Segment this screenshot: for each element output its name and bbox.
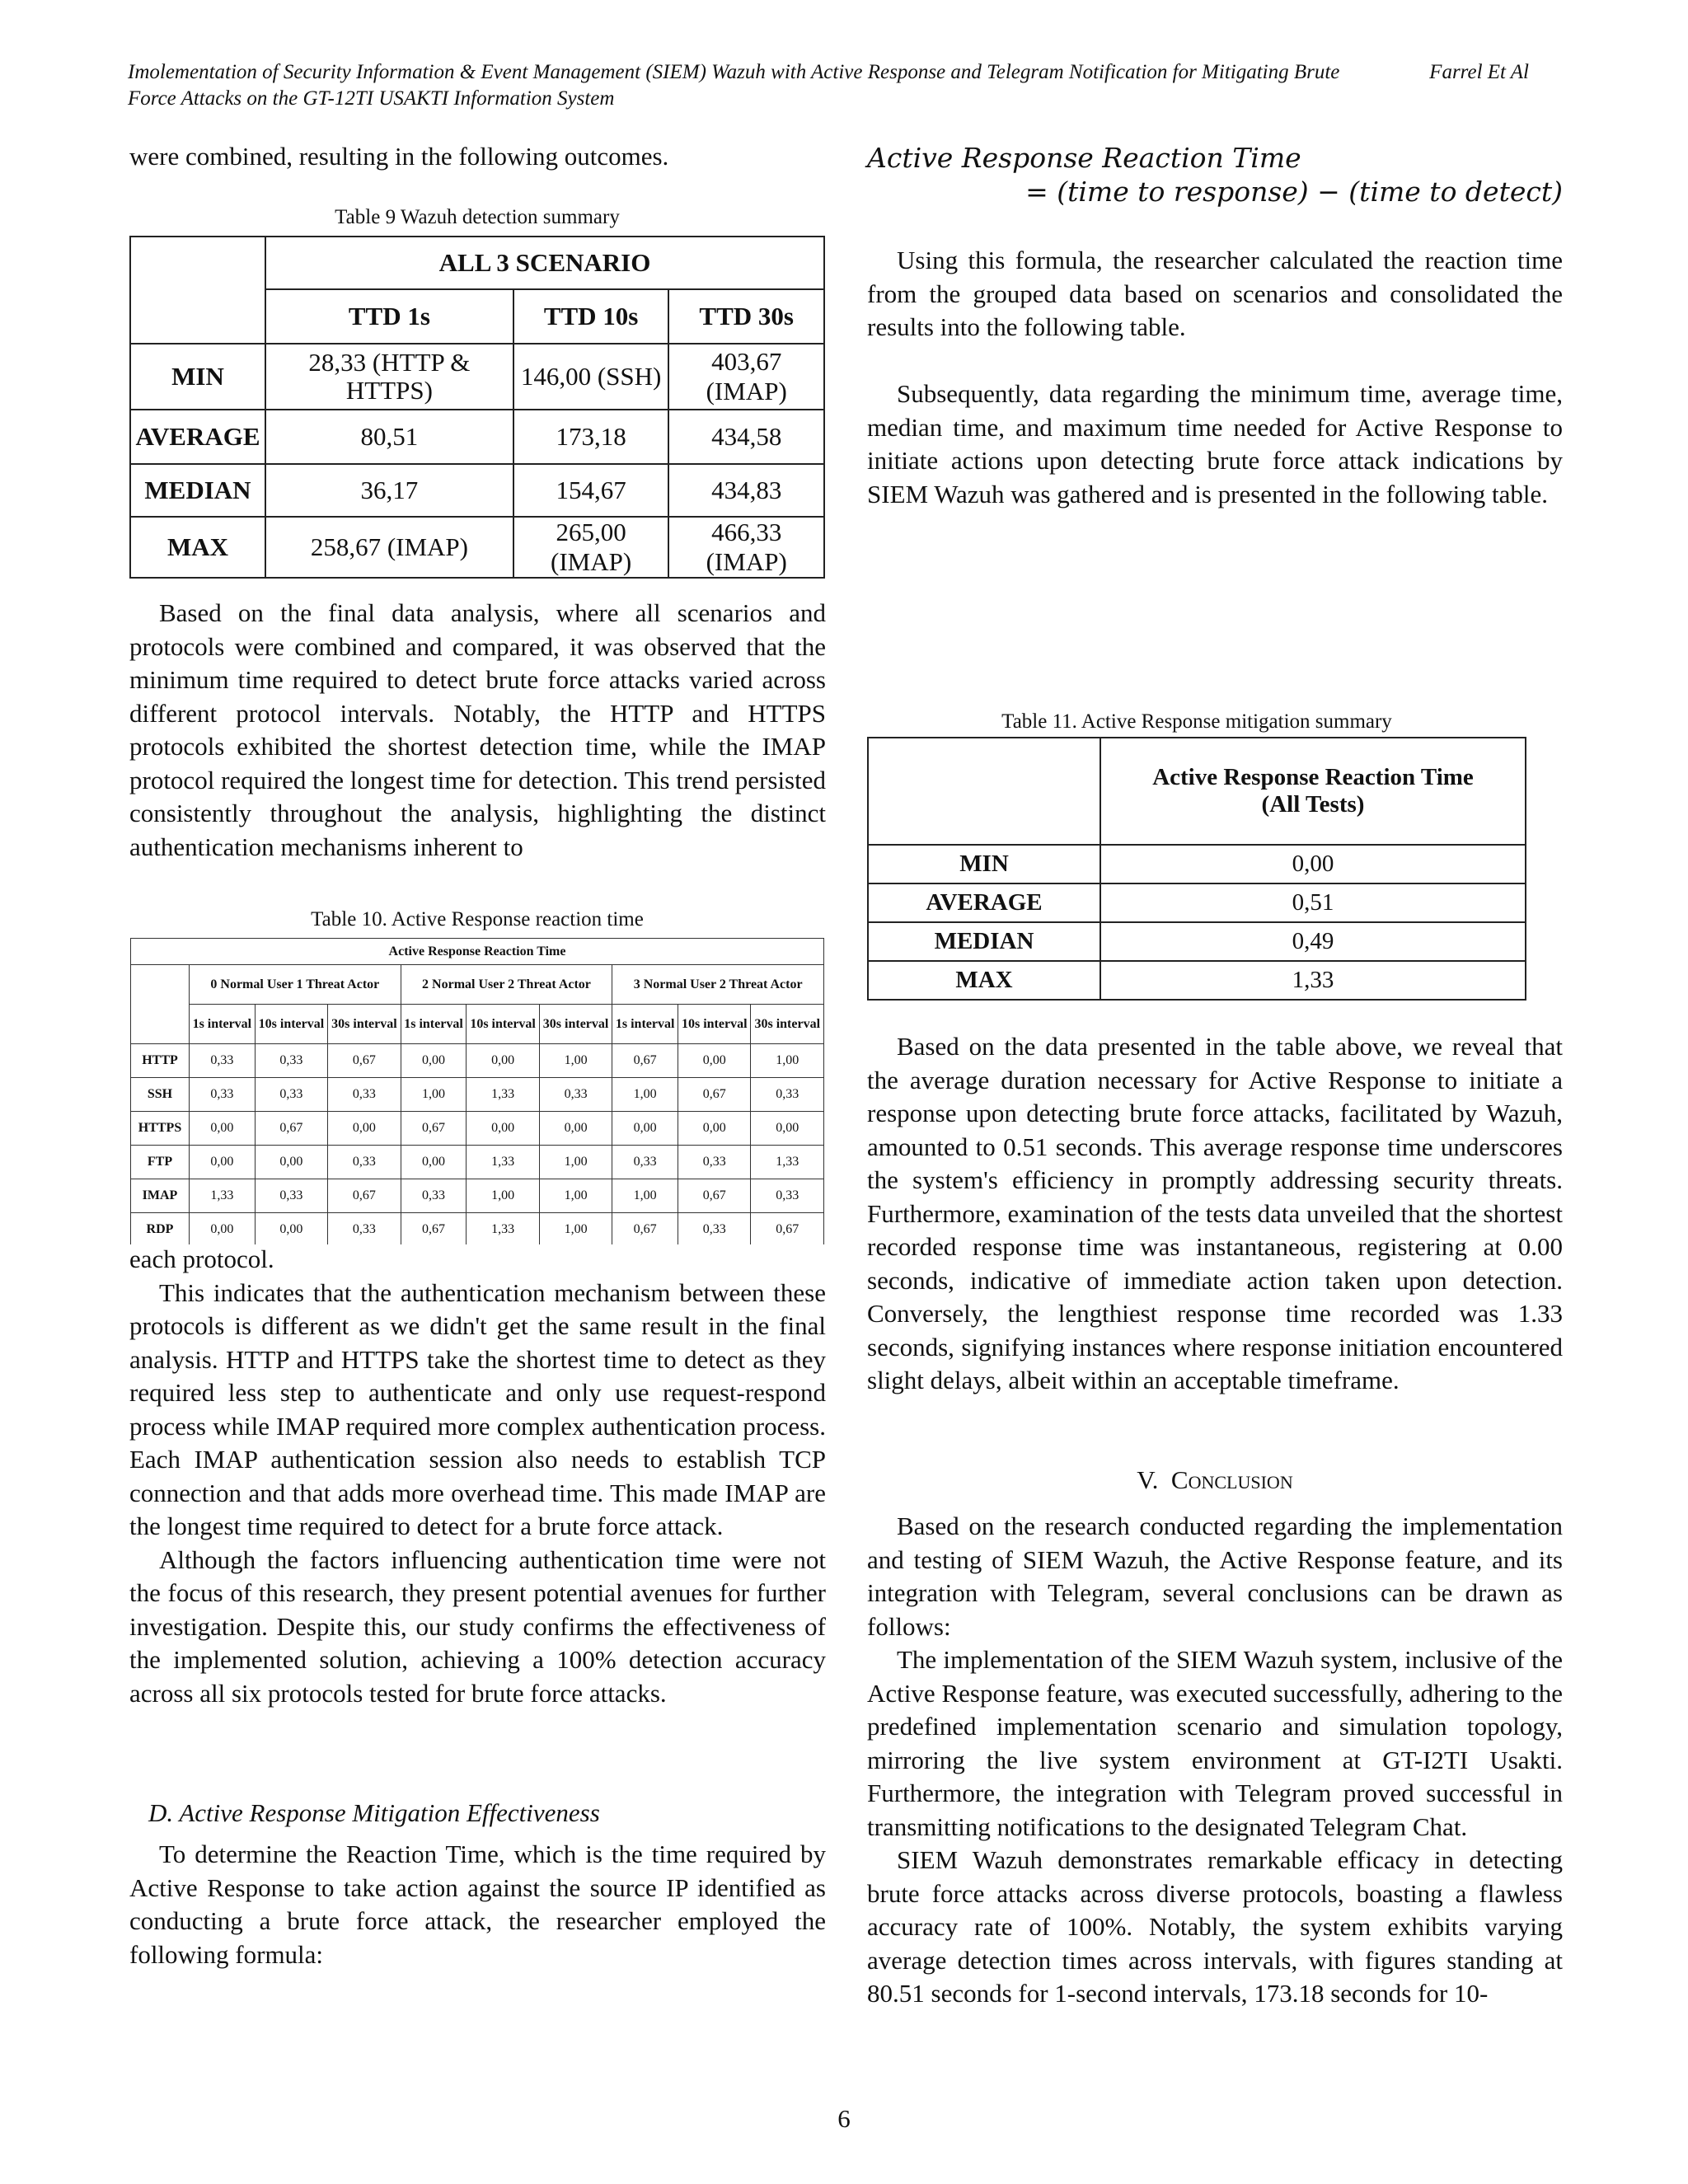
interval-header: 10s interval xyxy=(678,1005,751,1044)
table10-clip xyxy=(130,938,824,1244)
left-para-4: To determine the Reaction Time, which is the time required by Active Response to take action against the source IP identified as conducting a brute force attack, the researcher employed the following formula: xyxy=(129,1840,826,1969)
table-cell: 0,33 xyxy=(190,1078,256,1112)
interval-header: 10s interval xyxy=(467,1005,539,1044)
table9-group-header: ALL 3 SCENARIO xyxy=(265,237,824,289)
table-cell: 1,33 xyxy=(467,1078,539,1112)
left-body-2: each protocol. This indicates that the authentication mechanism between these protocols is different as we didn't get the same result in the final analysis. HTTP and HTTPS take the shortest time to detect as they required less step to authenticate and only use request-respond process while IMAP required more complex authentication process. Each IMAP authentication session also needs to establish TCP connection and that adds more overhead time. This made IMAP are the longest time required to detect for a brute force attack. Although the factors influencing authentication time were not the focus of this research, they present potential avenues for further investigation. Despite this, our study confirms the effectiveness of the implemented solution, achieving a 100% detection accuracy across all six protocols tested for brute force attacks. xyxy=(129,1244,826,1708)
table-cell: 36,17 xyxy=(265,464,513,517)
table-cell: 0,33 xyxy=(612,1146,678,1179)
table-row xyxy=(131,1179,824,1213)
table11-corner xyxy=(868,738,1100,845)
table-cell: 0,33 xyxy=(255,1044,327,1078)
table-cell: 1,00 xyxy=(539,1213,612,1245)
table11-header xyxy=(1100,738,1526,845)
table-cell: 0,67 xyxy=(401,1112,467,1146)
table-row xyxy=(868,922,1526,961)
row-label: MAX xyxy=(868,961,1100,1000)
formula-lhs: Active Response Reaction Time xyxy=(867,142,1301,174)
table-cell: 0,00 xyxy=(612,1112,678,1146)
table-cell: 28,33 (HTTP & HTTPS) xyxy=(265,344,513,410)
row-label: MIN xyxy=(868,845,1100,883)
table-cell: 0,33 xyxy=(328,1146,401,1179)
table-cell: 0,67 xyxy=(678,1078,751,1112)
table-cell: 0,67 xyxy=(255,1112,327,1146)
table-cell: 0,67 xyxy=(612,1044,678,1078)
table-row xyxy=(130,464,824,517)
table-cell: 0,33 xyxy=(401,1179,467,1213)
left-para-1: Based on the final data analysis, where all scenarios and protocols were combined and compared, it was observed that the minimum time required to detect brute force attacks varied across different protocol intervals. Notably, the HTTP and HTTPS protocols exhibited the shortest detection time, while the IMAP protocol required the longest time for detection. This trend persisted consistently throughout the analysis, highlighting the distinct authentication mechanisms inherent to xyxy=(129,598,826,861)
table-cell: 0,33 xyxy=(328,1213,401,1245)
interval-header: 1s interval xyxy=(612,1005,678,1044)
table-cell: 0,33 xyxy=(539,1078,612,1112)
table-row xyxy=(130,344,824,410)
table-cell: 466,33 (IMAP) xyxy=(668,517,824,578)
table9-col-header: TTD 10s xyxy=(513,289,669,344)
table-cell: 0,00 xyxy=(255,1213,327,1245)
table-cell: 0,00 xyxy=(467,1112,539,1146)
table-cell: 1,00 xyxy=(612,1179,678,1213)
row-label: AVERAGE xyxy=(868,883,1100,922)
table-cell: 265,00 (IMAP) xyxy=(513,517,669,578)
header-author: Farrel Et Al xyxy=(1429,61,1529,83)
table-cell: 1,33 xyxy=(467,1146,539,1179)
interval-header: 30s interval xyxy=(539,1005,612,1044)
row-label: RDP xyxy=(131,1213,190,1245)
header-title: Imolementation of Security Information & Event Management (SIEM) Wazuh with Active Response and Telegram Notification for Mitigating Brute Force Attacks on the GT-12TI USAKTI Information System xyxy=(128,61,1340,110)
table-row xyxy=(130,517,824,578)
table-cell: 0,49 xyxy=(1100,922,1526,961)
table-row xyxy=(131,1044,824,1078)
row-label: MIN xyxy=(130,344,265,410)
left-para-0: were combined, resulting in the following outcomes. xyxy=(129,142,669,171)
table-cell: 0,00 xyxy=(401,1044,467,1078)
table10-group-header: 0 Normal User 1 Threat Actor xyxy=(190,965,401,1005)
table-cell: 0,67 xyxy=(401,1213,467,1245)
table-cell: 0,33 xyxy=(751,1078,824,1112)
table-row xyxy=(131,1146,824,1179)
table-cell: 1,00 xyxy=(539,1179,612,1213)
table-row xyxy=(131,1213,824,1245)
table-cell: 0,33 xyxy=(255,1078,327,1112)
table-cell: 0,00 xyxy=(751,1112,824,1146)
table-cell: 1,00 xyxy=(539,1146,612,1179)
table9-corner xyxy=(130,237,265,344)
table-cell: 0,67 xyxy=(751,1213,824,1245)
table-cell: 0,33 xyxy=(678,1146,751,1179)
row-label: MEDIAN xyxy=(130,464,265,517)
row-label: MAX xyxy=(130,517,265,578)
table-cell: 258,67 (IMAP) xyxy=(265,517,513,578)
table10-caption: Table 10. Active Response reaction time xyxy=(311,908,644,930)
table-cell: 0,51 xyxy=(1100,883,1526,922)
table10-title: Active Response Reaction Time xyxy=(131,939,824,965)
table-cell: 0,33 xyxy=(328,1078,401,1112)
table-row xyxy=(131,1078,824,1112)
table-cell: 1,00 xyxy=(467,1179,539,1213)
table9-col-header: TTD 30s xyxy=(668,289,824,344)
table10-group-header: 2 Normal User 2 Threat Actor xyxy=(401,965,612,1005)
table10 xyxy=(130,938,824,1244)
table-row xyxy=(130,410,824,464)
table-cell: 0,00 xyxy=(190,1146,256,1179)
table-cell: 0,00 xyxy=(401,1146,467,1179)
table-cell: 146,00 (SSH) xyxy=(513,344,669,410)
table-cell: 0,67 xyxy=(328,1179,401,1213)
table-cell: 1,33 xyxy=(190,1179,256,1213)
table-cell: 0,00 xyxy=(328,1112,401,1146)
table11 xyxy=(867,737,1526,1001)
table-cell: 0,00 xyxy=(678,1112,751,1146)
table-cell: 1,33 xyxy=(467,1213,539,1245)
table10-group-header: 3 Normal User 2 Threat Actor xyxy=(612,965,824,1005)
right-para-1: Using this formula, the researcher calculated the reaction time from the grouped data based on scenarios and consolidated the results into the following table. xyxy=(867,246,1563,341)
table11-header-line1: Active Response Reaction Time xyxy=(1152,764,1474,790)
table-cell: 434,83 xyxy=(668,464,824,517)
section-number: V. xyxy=(1137,1465,1159,1494)
table-cell: 154,67 xyxy=(513,464,669,517)
interval-header: 1s interval xyxy=(190,1005,256,1044)
row-label: MEDIAN xyxy=(868,922,1100,961)
table-cell: 0,33 xyxy=(190,1044,256,1078)
row-label: SSH xyxy=(131,1078,190,1112)
table-row xyxy=(868,845,1526,883)
section-title: Conclusion xyxy=(1170,1465,1293,1494)
interval-header: 30s interval xyxy=(328,1005,401,1044)
table-cell: 0,67 xyxy=(612,1213,678,1245)
table-cell: 0,00 xyxy=(678,1044,751,1078)
table-cell: 0,00 xyxy=(1100,845,1526,883)
table9-col-header: TTD 1s xyxy=(265,289,513,344)
right-para-2: Subsequently, data regarding the minimum time, average time, median time, and maximum time needed for Active Response to initiate actions upon detecting brute force attack indications by SIEM Wazuh was gathered and is presented in the following table. xyxy=(867,379,1563,509)
interval-header: 30s interval xyxy=(751,1005,824,1044)
interval-header: 1s interval xyxy=(401,1005,467,1044)
section-v-heading xyxy=(867,1465,1563,1495)
table11-caption: Table 11. Active Response mitigation summary xyxy=(1001,710,1392,733)
page-number: 6 xyxy=(837,2104,851,2133)
table10-corner xyxy=(131,965,190,1044)
table-cell: 1,00 xyxy=(401,1078,467,1112)
table-cell: 403,67 (IMAP) xyxy=(668,344,824,410)
table-cell: 0,33 xyxy=(751,1179,824,1213)
table-row xyxy=(868,883,1526,922)
section-d-heading: D. Active Response Mitigation Effectiveness xyxy=(148,1798,600,1827)
row-label: IMAP xyxy=(131,1179,190,1213)
table-row xyxy=(868,961,1526,1000)
table-cell: 0,33 xyxy=(255,1179,327,1213)
table-cell: 0,00 xyxy=(467,1044,539,1078)
table-cell: 1,00 xyxy=(751,1044,824,1078)
table-cell: 80,51 xyxy=(265,410,513,464)
right-body-conclusion: Based on the research conducted regarding the implementation and testing of SIEM Wazuh, the Active Response feature, and its integration with Telegram, several conclusions can be drawn as follows: The implementation of the SIEM Wazuh system, inclusive of the Active Response feature, was executed successfully, adhering to the predefined implementation scenario and simulation topology, mirroring the live system environment at GT-I2TI Usakti. Furthermore, the integration with Telegram proved successful in transmitting notifications to the designated Telegram Chat. SIEM Wazuh demonstrates remarkable efficacy in detecting brute force attacks across diverse protocols, boasting a flawless accuracy rate of 100%. Notably, the system exhibits varying average detection times across intervals, with figures standing at 80.51 seconds for 1-second intervals, 173.18 seconds for 10- xyxy=(867,1511,1563,2008)
table-cell: 0,67 xyxy=(328,1044,401,1078)
table11-header-line2: (All Tests) xyxy=(1261,791,1365,818)
table9 xyxy=(129,236,825,579)
table-cell: 1,33 xyxy=(751,1146,824,1179)
formula-rhs: = (time to response) − (time to detect) xyxy=(1025,176,1563,208)
row-label: AVERAGE xyxy=(130,410,265,464)
right-para-3: Based on the data presented in the table above, we reveal that the average duration necessary for Active Response to initiate a response upon detecting brute force attacks, facilitated by Wazuh, amounted to 0.51 seconds. This average response time underscores the system's efficiency in promptly addressing security threats. Furthermore, examination of the tests data unveiled that the shortest recorded response time was instantaneous, registering at 0.00 seconds, indicative of immediate action taken upon detection. Conversely, the lengthiest response time recorded was 1.33 seconds, signifying instances where response initiation encountered slight delays, albeit within an acceptable timeframe. xyxy=(867,1032,1563,1394)
table-cell: 1,33 xyxy=(1100,961,1526,1000)
table-cell: 1,00 xyxy=(539,1044,612,1078)
table9-caption: Table 9 Wazuh detection summary xyxy=(335,206,620,228)
row-label: HTTPS xyxy=(131,1112,190,1146)
table-cell: 0,00 xyxy=(190,1213,256,1245)
row-label: FTP xyxy=(131,1146,190,1179)
table-cell: 0,00 xyxy=(255,1146,327,1179)
table-cell: 0,00 xyxy=(190,1112,256,1146)
running-header xyxy=(128,59,1529,112)
table-cell: 434,58 xyxy=(668,410,824,464)
table-cell: 173,18 xyxy=(513,410,669,464)
table-cell: 0,33 xyxy=(678,1213,751,1245)
table-cell: 0,00 xyxy=(539,1112,612,1146)
interval-header: 10s interval xyxy=(255,1005,327,1044)
table-cell: 0,67 xyxy=(678,1179,751,1213)
table-cell: 1,00 xyxy=(612,1078,678,1112)
row-label: HTTP xyxy=(131,1044,190,1078)
table-row xyxy=(131,1112,824,1146)
